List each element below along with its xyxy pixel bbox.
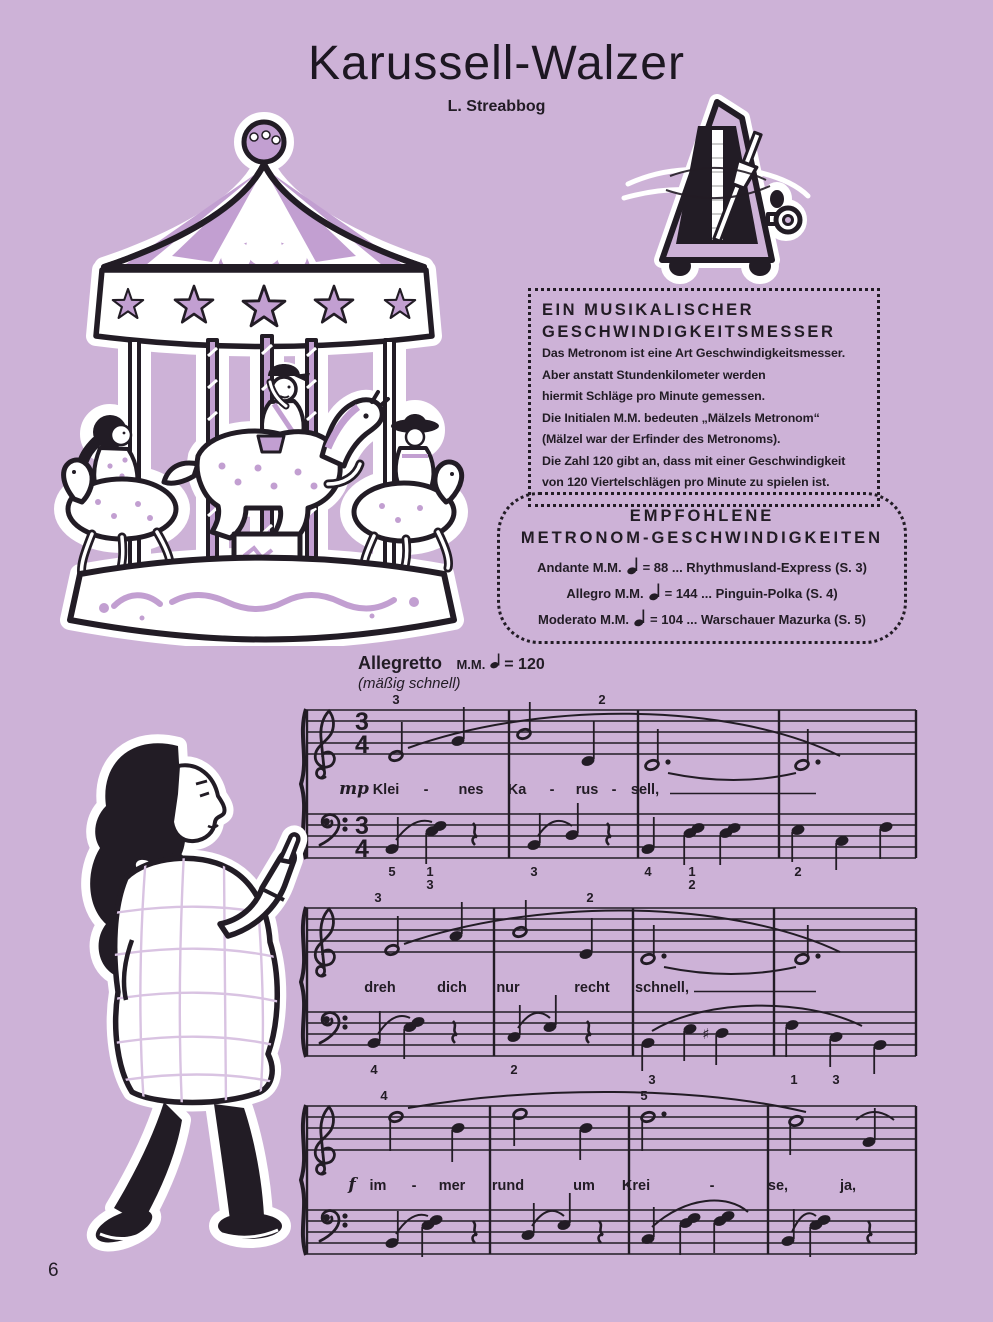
tempo-name: Allegretto xyxy=(358,653,443,673)
lyric-syllable: Krei xyxy=(621,1178,651,1194)
quarter-note-icon xyxy=(627,556,638,575)
quarter-note-icon xyxy=(490,652,500,669)
fingering-number: 2 xyxy=(688,877,696,892)
lyric-syllable: um xyxy=(573,1178,595,1194)
time-signature-top: 3 xyxy=(355,812,369,840)
tempo-entry-label: Andante M.M. xyxy=(537,560,622,575)
fingering-number: 3 xyxy=(832,1072,840,1087)
lyric-syllable: im xyxy=(369,1178,387,1194)
fingering-number: 3 xyxy=(426,877,434,892)
tempo-box-heading-line1: EMPFOHLENE xyxy=(629,507,775,525)
lyric-syllable: sell, xyxy=(630,782,660,798)
sharp-accidental: ♯ xyxy=(702,1025,710,1043)
fingering-number: 1 xyxy=(688,864,696,879)
speed-box-line: Das Metronom ist eine Art Geschwindigkeitsmesser. xyxy=(542,346,846,360)
time-signature-bottom: 4 xyxy=(355,835,369,863)
tempo-box-heading-line2: METRONOM-GESCHWINDIGKEITEN xyxy=(520,529,884,547)
lyric-syllable: Ka xyxy=(507,782,527,798)
lyric-syllable: nes xyxy=(458,782,484,798)
tempo-entry-value: = 104 ... Warschauer Mazurka (S. 5) xyxy=(650,612,866,627)
lyric-syllable: rund xyxy=(491,1178,525,1194)
speed-box-heading-line1: EIN MUSIKALISCHER xyxy=(542,301,755,319)
treble-notes xyxy=(384,900,840,974)
page-number: 6 xyxy=(48,1260,59,1281)
lyric-syllable: ja, xyxy=(839,1178,857,1194)
carousel-illustration xyxy=(22,104,504,646)
music-system-1 xyxy=(296,694,940,894)
fingering-number: 3 xyxy=(648,1072,656,1087)
lyric-syllable: se, xyxy=(767,1178,789,1194)
speed-box-line: von 120 Viertelschlägen pro Minute zu spielen ist. xyxy=(542,475,830,489)
lyric-syllable: dreh xyxy=(364,980,396,996)
fingering-number: 1 xyxy=(426,864,434,879)
tempo-marking xyxy=(358,652,545,692)
tempo-recommendation-box xyxy=(497,492,907,644)
lyric-syllable: rus xyxy=(575,782,599,798)
tempo-qualifier: (mäßig schnell) xyxy=(358,675,461,692)
tempo-entry-moderato xyxy=(508,608,896,627)
speed-box-line: Aber anstatt Stundenkilometer werden xyxy=(542,367,766,382)
speed-box-line: Die Zahl 120 gibt an, dass mit einer Geschwindigkeit xyxy=(542,453,846,468)
fingering-number: 3 xyxy=(530,864,538,879)
lyric-syllable: - xyxy=(423,782,429,798)
fingering-number: 5 xyxy=(388,864,396,879)
fingering-number: 2 xyxy=(598,694,606,707)
mm-label: M.M. xyxy=(456,657,486,672)
fingering-number: 5 xyxy=(640,1090,648,1103)
mm-value: = 120 xyxy=(504,656,545,673)
metronome-illustration xyxy=(620,92,816,298)
speed-box-heading-line2: GESCHWINDIGKEITSMESSER xyxy=(542,323,836,341)
lyric-syllable: dich xyxy=(437,980,467,996)
tempo-entry-label: Allegro M.M. xyxy=(566,586,644,601)
music-system-2 xyxy=(296,892,940,1092)
tempo-entry-andante xyxy=(508,556,896,575)
lyric-syllable: - xyxy=(611,782,617,798)
lyric-syllable: Klei xyxy=(372,782,400,798)
time-signature-bottom: 4 xyxy=(355,731,369,759)
carousel-roof xyxy=(104,164,424,271)
speed-box-line: hiermit Schläge pro Minute gemessen. xyxy=(542,389,765,403)
lyric-syllable: - xyxy=(709,1178,715,1194)
dynamic-marking: mp xyxy=(339,779,369,799)
speed-box-line: (Mälzel war der Erfinder des Metronoms). xyxy=(542,432,781,446)
fingering-number: 3 xyxy=(374,892,382,905)
fingering-number: 1 xyxy=(790,1072,798,1087)
lyric-syllable: mer xyxy=(438,1178,466,1194)
music-system-3 xyxy=(296,1090,940,1290)
lyric-line xyxy=(373,782,816,798)
fingering-number: 4 xyxy=(370,1062,378,1077)
treble-notes xyxy=(388,702,840,780)
speed-box-line: Die Initialen M.M. bedeuten „Mälzels Metronom“ xyxy=(542,410,820,425)
time-signature-top: 3 xyxy=(355,708,369,736)
fingering-number: 2 xyxy=(794,864,802,879)
pianist-girl-illustration xyxy=(28,710,330,1294)
speed-info-box xyxy=(528,288,880,507)
lyric-syllable: recht xyxy=(574,980,610,996)
dynamic-marking: f xyxy=(348,1175,356,1195)
fingering-number: 4 xyxy=(380,1090,388,1103)
lyric-syllable: - xyxy=(411,1178,417,1194)
quarter-note-icon xyxy=(634,608,645,627)
composer-credit: L. Streabbog xyxy=(447,98,546,115)
lyric-line xyxy=(370,1178,857,1194)
tempo-entry-value: = 144 ... Pinguin-Polka (S. 4) xyxy=(664,586,838,601)
page-title: Karussell-Walzer xyxy=(308,37,685,90)
girl-coat xyxy=(108,852,280,1108)
fingering-number: 3 xyxy=(392,694,400,707)
tempo-entry-allegro xyxy=(508,582,896,601)
fingering-number: 2 xyxy=(586,892,594,905)
lyric-syllable: - xyxy=(549,782,555,798)
lyric-syllable: schnell, xyxy=(635,980,689,996)
lyric-line xyxy=(364,980,816,996)
fingering-number: 4 xyxy=(644,864,652,879)
tempo-entry-value: = 88 ... Rhythmusland-Express (S. 3) xyxy=(642,560,867,575)
lyric-syllable: nur xyxy=(496,980,520,996)
fingering-number: 2 xyxy=(510,1062,518,1077)
quarter-note-icon xyxy=(649,582,660,601)
tempo-entry-label: Moderato M.M. xyxy=(538,612,630,627)
